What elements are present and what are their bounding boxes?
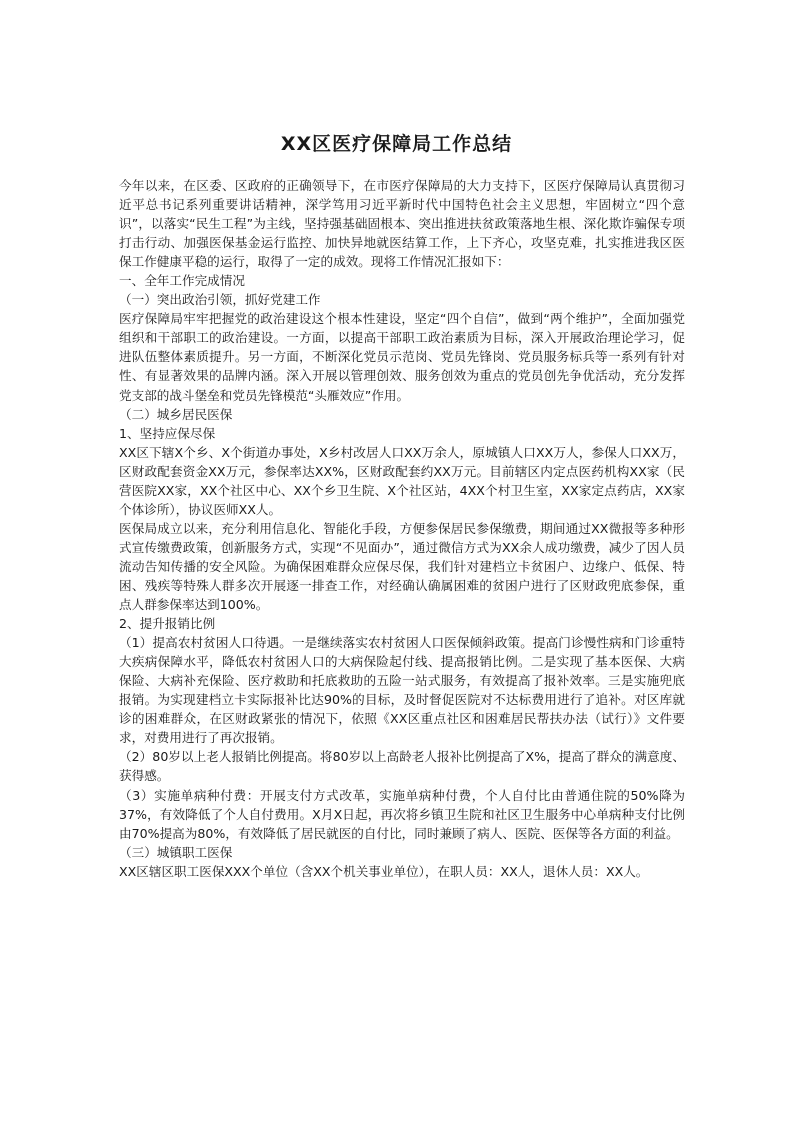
body-paragraph: （3）实施单病种付费：开展支付方式改革，实施单病种付费，个人自付比由普通住院的50%降为37%，有效降低了个人自付费用。X月X日起，再次将乡镇卫生院和社区卫生服务中心单病种支付比例由70%提高为80%，有效降低了居民就医的自付比，同时兼顾了病人、医院、医保等各方面的利益。 bbox=[119, 787, 685, 841]
document-title: XX区医疗保障局工作总结 bbox=[280, 133, 513, 155]
section-heading: 一、全年工作完成情况 bbox=[119, 273, 245, 289]
body-paragraph: （2）80岁以上老人报销比例提高。将80岁以上高龄老人报补比例提高了X%，提高了群众的满意度、获得感。 bbox=[119, 749, 685, 784]
body-paragraph: 医保局成立以来，充分利用信息化、智能化手段，方便参保居民参保缴费，期间通过XX微报等多种形式宣传缴费政策，创新服务方式，实现“不见面办”，通过微信方式为XX余人成功缴费，减少了因人员流动告知传播的安全风险。为确保困难群众应保尽保，我们针对建档立卡贫困户、边缘户、低保、特困、残疾等特殊人群多次开展逐一排查工作，对经确认确属困难的贫困户进行了区财政兜底参保，重点人群参保率达到100%。 bbox=[119, 520, 685, 613]
body-paragraph: XX区下辖X个乡、X个街道办事处，X乡村改居人口XX万余人，原城镇人口XX万人，参保人口XX万，区财政配套资金XX万元，参保率达XX%，区财政配套约XX万元。目前辖区内定点医药机构XX家（民营医院XX家，XX个社区中心、XX个乡卫生院、X个社区站，4XX个村卫生室，XX家定点药店，XX家个体诊所），协议医师XX人。 bbox=[119, 444, 685, 517]
item-heading: 2、提升报销比例 bbox=[119, 616, 216, 632]
body-paragraph: （1）提高农村贫困人口待遇。一是继续落实农村贫困人口医保倾斜政策。提高门诊慢性病和门诊重特大疾病保障水平，降低农村贫困人口的大病保险起付线、提高报销比例。二是实现了基本医保、大病保险、大病补充保险、医疗救助和托底救助的五险一站式服务，有效提高了报补效率。三是实施兜底报销。为实现建档立卡实际报补比达90%的目标，及时督促医院对不达标费用进行了追补。对区库就诊的困难群众，在区财政紧张的情况下，依照《XX区重点社区和困难居民帮扶办法（试行）》文件要求，对费用进行了再次报销。 bbox=[119, 635, 685, 746]
intro-paragraph: 今年以来，在区委、区政府的正确领导下，在市医疗保障局的大力支持下，区医疗保障局认真贯彻习近平总书记系列重要讲话精神，深学笃用习近平新时代中国特色社会主义思想，牢固树立“四个意识”，以落实“民生工程”为主线，坚持强基础固根本、突出推进扶贫政策落地生根、深化欺诈骗保专项打击行动、加强医保基金运行监控、加快异地就医结算工作，上下齐心，攻坚克难，扎实推进我区医保工作健康平稳的运行，取得了一定的成效。现将工作情况汇报如下： bbox=[119, 178, 685, 270]
subsection-heading: （一）突出政治引领，抓好党建工作 bbox=[119, 292, 321, 308]
subsection-heading: （三）城镇职工医保 bbox=[119, 844, 233, 860]
body-paragraph: 医疗保障局牢牢把握党的政治建设这个根本性建设，坚定“四个自信”，做到“两个维护”，全面加强党组织和干部职工的政治建设。一方面，以提高干部职工政治素质为目标，深入开展政治理论学习，促进队伍整体素质提升。另一方面，不断深化党员示范岗、党员先锋岗、党员服务标兵等一系列有针对性、有显著效果的品牌内涵。深入开展以管理创效、服务创效为重点的党员创先争优活动，充分发挥党支部的战斗堡垒和党员先锋模范“头雁效应”作用。 bbox=[119, 311, 685, 403]
item-heading: 1、坚持应保尽保 bbox=[119, 425, 216, 441]
document-body bbox=[119, 176, 685, 881]
subsection-heading: （二）城乡居民医保 bbox=[119, 406, 233, 422]
body-paragraph: XX区辖区职工医保XXX个单位（含XX个机关事业单位），在职人员：XX人，退休人员：XX人。 bbox=[119, 863, 649, 879]
